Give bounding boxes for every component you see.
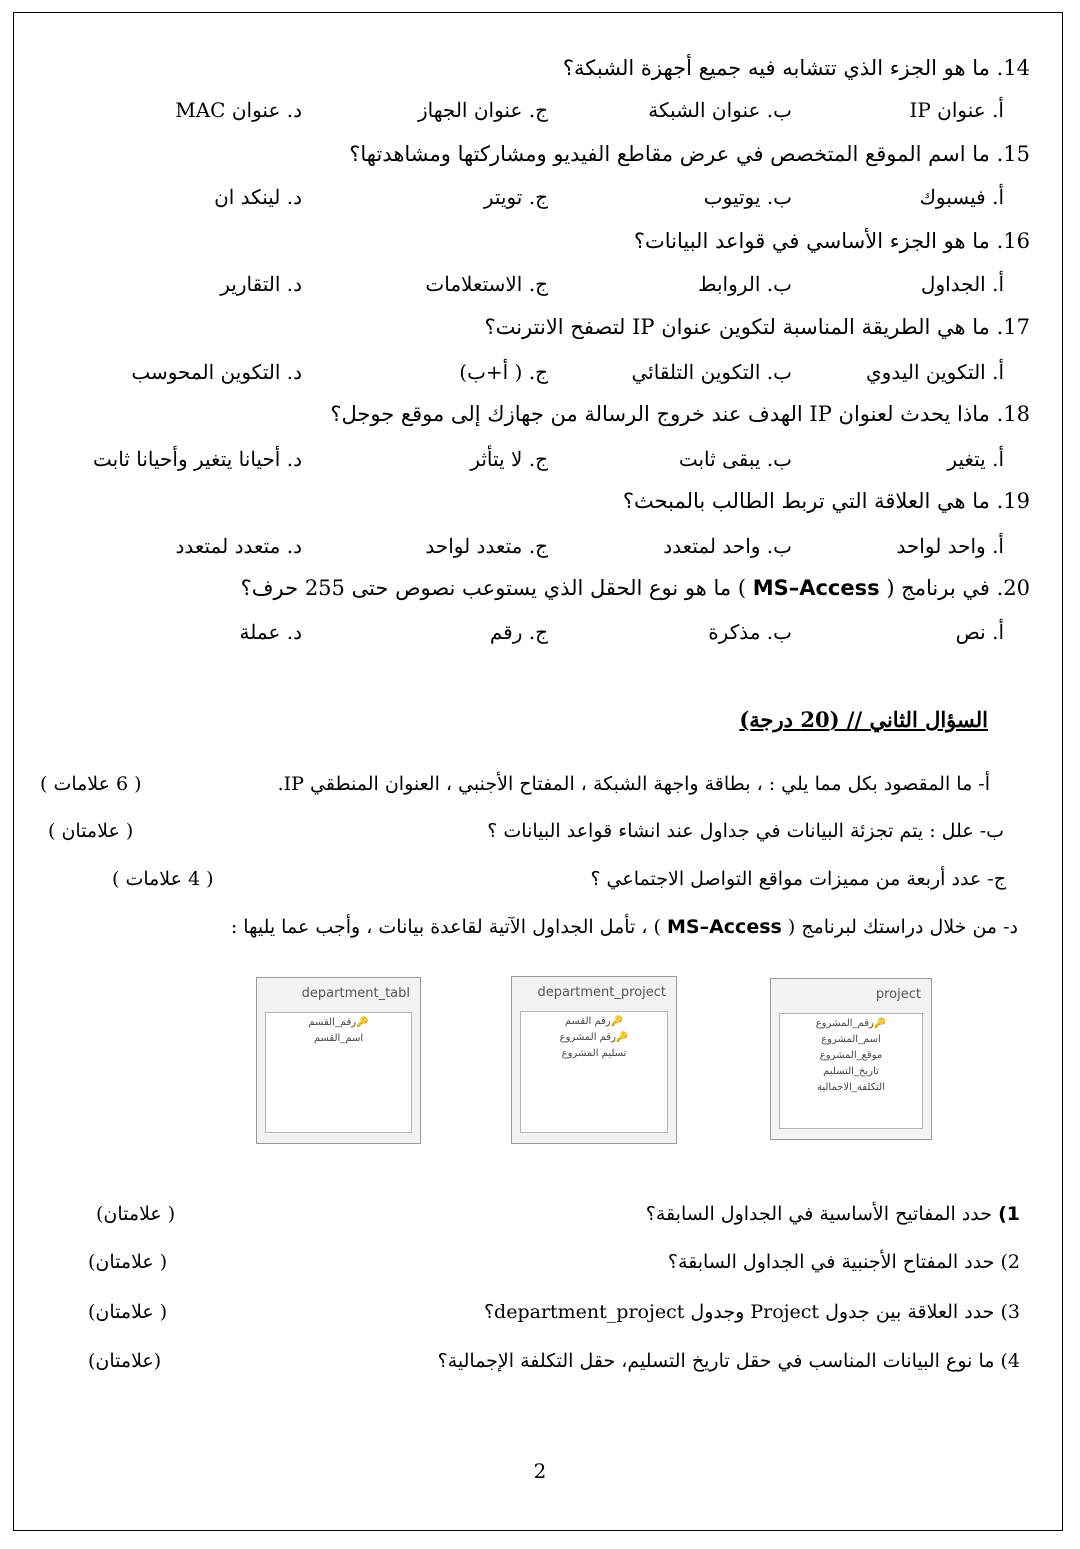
table-field-list xyxy=(520,1011,668,1133)
task-3-marks: ( علامتان) xyxy=(88,1301,168,1323)
task-3 xyxy=(484,1301,1020,1323)
option-a: أ. الجداول xyxy=(920,272,1004,296)
question-14 xyxy=(563,56,1030,80)
part-d-after: ) ، تأمل الجداول الآتية لقاعدة بيانات ، وأجب عما يليها : xyxy=(230,916,661,938)
table-field-list xyxy=(779,1013,923,1129)
option-b: ب. عنوان الشبكة xyxy=(648,98,792,122)
field-row xyxy=(266,1033,411,1044)
field-name: رقم القسم xyxy=(564,1016,611,1027)
option-b: ب. يوتيوب xyxy=(703,185,792,209)
part-a-marks: ( 6 علامات ) xyxy=(40,773,142,795)
question-text: ما اسم الموقع المتخصص في عرض مقاطع الفيديو ومشاركتها ومشاهدتها؟ xyxy=(349,142,990,166)
question-text: ماذا يحدث لعنوان IP الهدف عند خروج الرسالة من جهازك إلى موقع جوجل؟ xyxy=(330,402,990,426)
key-icon: 🔑 xyxy=(615,1032,629,1043)
task-number: 1) xyxy=(998,1203,1020,1225)
option-c: ج. رقم xyxy=(489,620,548,644)
question-number: 20. xyxy=(996,576,1030,600)
task-number: 4) xyxy=(1000,1350,1020,1372)
option-d: د. عملة xyxy=(239,620,302,644)
table-project xyxy=(770,978,932,1140)
question-17 xyxy=(484,315,1030,339)
field-row xyxy=(521,1048,667,1059)
question-20 xyxy=(241,576,1030,600)
task-1 xyxy=(646,1203,1020,1225)
task-text: حدد المفاتيح الأساسية في الجداول السابقة؟ xyxy=(645,1203,993,1225)
option-c: ج. لا يتأثر xyxy=(470,447,548,471)
question-text-before: في برنامج ( xyxy=(886,576,990,600)
key-icon: 🔑 xyxy=(873,1018,887,1029)
question-text: ما هي العلاقة التي تربط الطالب بالمبحث؟ xyxy=(622,489,990,513)
field-name: التكلفة_الاجمالية xyxy=(816,1082,885,1093)
table-field-list xyxy=(265,1012,412,1133)
option-b: ب. يبقى ثابت xyxy=(678,447,792,471)
field-row xyxy=(266,1017,411,1028)
field-row xyxy=(780,1066,922,1077)
question-text: ما هو الجزء الأساسي في قواعد البيانات؟ xyxy=(633,229,990,253)
task-4-marks: (علامتان) xyxy=(88,1350,162,1372)
question-number: 14. xyxy=(996,56,1030,80)
option-d: د. لينكد ان xyxy=(214,185,302,209)
question-number: 15. xyxy=(996,142,1030,166)
task-1-marks: ( علامتان) xyxy=(96,1203,176,1225)
part-a-text: أ- ما المقصود بكل مما يلي : ، بطاقة واجهة الشبكة ، المفتاح الأجنبي ، العنوان المنطقي IP. xyxy=(277,773,990,795)
field-name: تسليم المشروع xyxy=(561,1048,627,1059)
part-b-text: ب- علل : يتم تجزئة البيانات في جداول عند انشاء قواعد البيانات ؟ xyxy=(487,820,1004,842)
option-d: د. أحيانا يتغير وأحيانا ثابت xyxy=(93,447,302,471)
task-2 xyxy=(668,1251,1020,1273)
option-c: ج. تويتر xyxy=(483,185,548,209)
option-c: ج. الاستعلامات xyxy=(425,272,548,296)
question-number: 17. xyxy=(996,315,1030,339)
task-number: 3) xyxy=(1000,1301,1020,1323)
option-a: أ. التكوين اليدوي xyxy=(866,360,1004,384)
task-text: حدد العلاقة بين جدول Project وجدول department_project؟ xyxy=(483,1301,995,1323)
option-a: أ. نص xyxy=(955,620,1004,644)
option-d: د. متعدد لمتعدد xyxy=(175,534,302,558)
task-4 xyxy=(438,1350,1020,1372)
question-18 xyxy=(330,402,1030,426)
field-row xyxy=(521,1032,667,1043)
field-row xyxy=(780,1018,922,1029)
question-19 xyxy=(623,489,1030,513)
option-c: ج. متعدد لواحد xyxy=(425,534,548,558)
part-b-marks: ( علامتان ) xyxy=(48,820,134,842)
option-b: ب. الروابط xyxy=(698,272,792,296)
option-b: ب. التكوين التلقائي xyxy=(631,360,792,384)
table-department-tabl xyxy=(256,977,421,1144)
task-2-marks: ( علامتان) xyxy=(88,1251,168,1273)
question-text-bold: MS–Access xyxy=(752,576,880,600)
option-a: أ. عنوان IP xyxy=(909,98,1004,122)
option-d: د. التكوين المحوسب xyxy=(131,360,302,384)
field-name: تاريخ_التسليم xyxy=(823,1066,879,1077)
table-title: department_tabl xyxy=(301,986,410,1001)
field-row xyxy=(780,1034,922,1045)
field-row xyxy=(780,1082,922,1093)
option-a: أ. واحد لواحد xyxy=(896,534,1004,558)
task-text: حدد المفتاح الأجنبية في الجداول السابقة؟ xyxy=(667,1251,995,1273)
field-name: رقم_القسم xyxy=(308,1017,357,1028)
option-b: ب. واحد لمتعدد xyxy=(663,534,792,558)
section-title: السؤال الثاني // (20 درجة) xyxy=(739,707,988,732)
option-c: ج. عنوان الجهاز xyxy=(417,98,548,122)
option-c: ج. ( أ+ب) xyxy=(459,360,548,384)
question-text-after: ) ما هو نوع الحقل الذي يستوعب نصوص حتى 255 حرف؟ xyxy=(240,576,747,600)
part-c-text: ج- عدد أربعة من مميزات مواقع التواصل الاجتماعي ؟ xyxy=(590,868,1006,890)
page-number: 2 xyxy=(533,1459,547,1483)
question-text: ما هي الطريقة المناسبة لتكوين عنوان IP لتصفح الانترنت؟ xyxy=(484,315,990,339)
task-text: ما نوع البيانات المناسب في حقل تاريخ التسليم، حقل التكلفة الإجمالية؟ xyxy=(437,1350,995,1372)
table-department-project xyxy=(511,976,677,1144)
table-title: project xyxy=(875,987,921,1002)
field-name: رقم المشروع xyxy=(559,1032,616,1043)
question-number: 19. xyxy=(996,489,1030,513)
table-title: department_project xyxy=(537,985,666,1000)
part-d-text xyxy=(231,916,1018,938)
field-row xyxy=(521,1016,667,1027)
field-name: موقع_المشروع xyxy=(819,1050,883,1061)
field-row xyxy=(780,1050,922,1061)
question-15 xyxy=(349,142,1030,166)
key-icon: 🔑 xyxy=(356,1017,369,1028)
part-d-before: د- من خلال دراستك لبرنامج ( xyxy=(787,916,1018,938)
field-name: اسم_المشروع xyxy=(821,1034,881,1045)
field-name: اسم_القسم xyxy=(313,1033,364,1044)
question-number: 18. xyxy=(996,402,1030,426)
part-c-marks: ( 4 علامات ) xyxy=(112,868,214,890)
option-a: أ. فيسبوك xyxy=(919,185,1004,209)
question-number: 16. xyxy=(996,229,1030,253)
option-d: د. عنوان MAC xyxy=(175,98,302,122)
field-name: رقم_المشروع xyxy=(815,1018,874,1029)
question-16 xyxy=(634,229,1030,253)
part-d-bold: MS–Access xyxy=(667,916,782,938)
task-number: 2) xyxy=(1000,1251,1020,1273)
option-a: أ. يتغير xyxy=(947,447,1004,471)
option-b: ب. مذكرة xyxy=(708,620,792,644)
question-text: ما هو الجزء الذي تتشابه فيه جميع أجهزة الشبكة؟ xyxy=(562,56,990,80)
key-icon: 🔑 xyxy=(610,1016,624,1027)
option-d: د. التقارير xyxy=(220,272,302,296)
